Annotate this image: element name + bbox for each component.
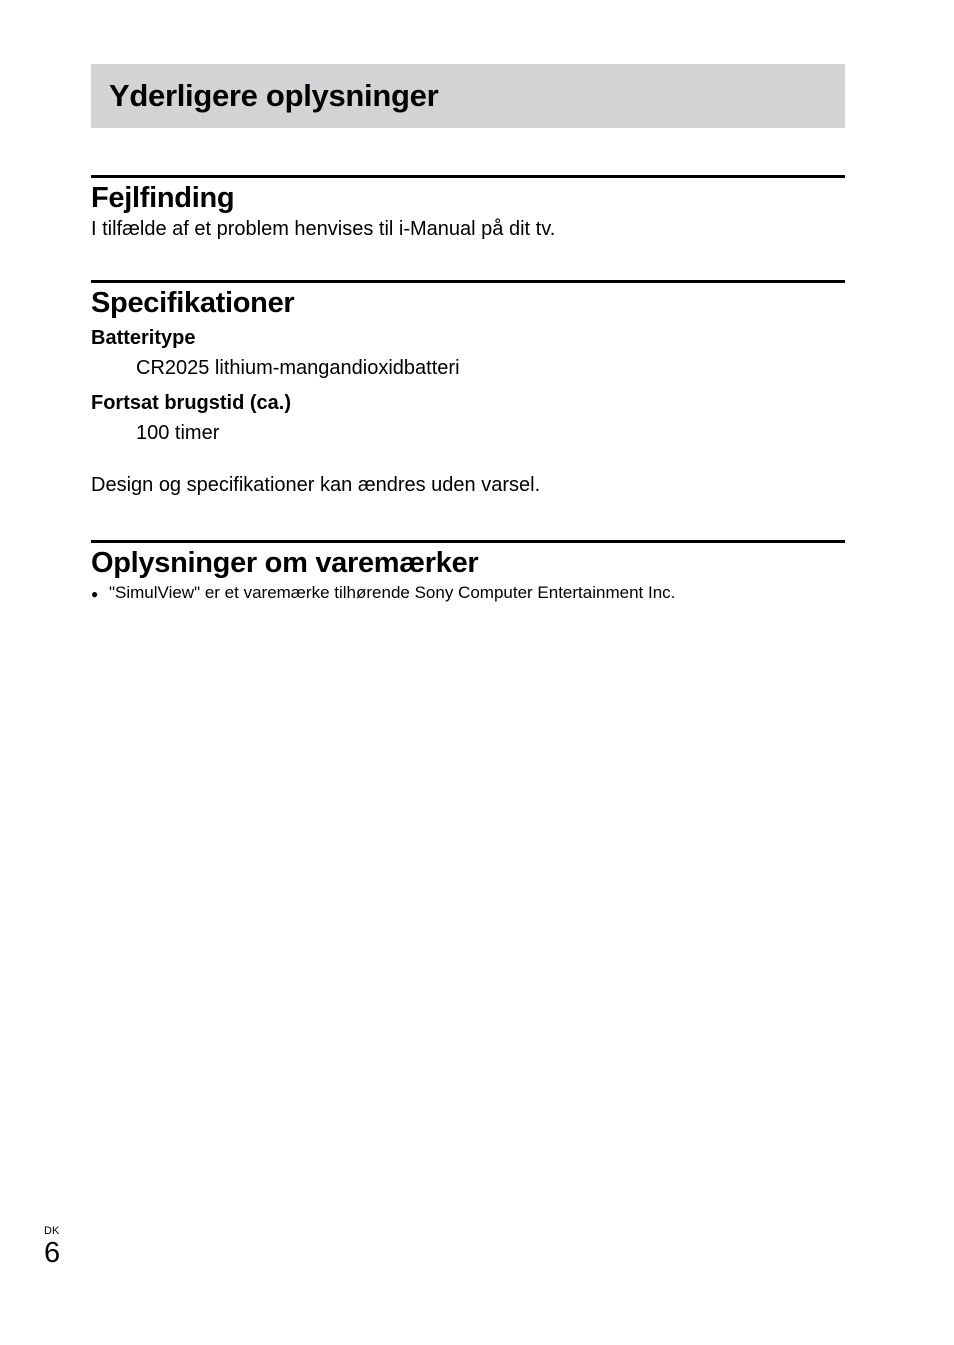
spec-value-usage-time: 100 timer bbox=[136, 422, 220, 444]
page-number: 6 bbox=[44, 1237, 61, 1269]
trademark-text: "SimulView" er et varemærke tilhørende Sony Computer Entertainment Inc. bbox=[109, 583, 676, 602]
section-title-specifications: Specifikationer bbox=[91, 287, 295, 319]
section-divider bbox=[91, 280, 845, 283]
bullet-icon: ● bbox=[91, 587, 99, 601]
section-divider bbox=[91, 175, 845, 178]
chapter-banner bbox=[91, 64, 845, 128]
chapter-title: Yderligere oplysninger bbox=[109, 78, 439, 113]
section-title-troubleshooting: Fejlfinding bbox=[91, 182, 235, 214]
troubleshooting-text: I tilfælde af et problem henvises til i-Manual på dit tv. bbox=[91, 218, 556, 240]
section-trademarks bbox=[91, 540, 845, 606]
list-item bbox=[91, 581, 845, 606]
section-specifications bbox=[91, 280, 845, 498]
page-footer bbox=[44, 1224, 60, 1268]
section-divider bbox=[91, 540, 845, 543]
spec-label-battery-type: Batteritype bbox=[91, 327, 196, 349]
specifications-note: Design og specifikationer kan ændres uden varsel. bbox=[91, 474, 541, 496]
spec-label-usage-time: Fortsat brugstid (ca.) bbox=[91, 392, 292, 414]
section-title-trademarks: Oplysninger om varemærker bbox=[91, 547, 479, 579]
spec-value-battery-type: CR2025 lithium-mangandioxidbatteri bbox=[136, 357, 460, 379]
language-code: DK bbox=[44, 1225, 60, 1237]
spec-list bbox=[91, 325, 845, 446]
section-troubleshooting bbox=[91, 175, 845, 242]
